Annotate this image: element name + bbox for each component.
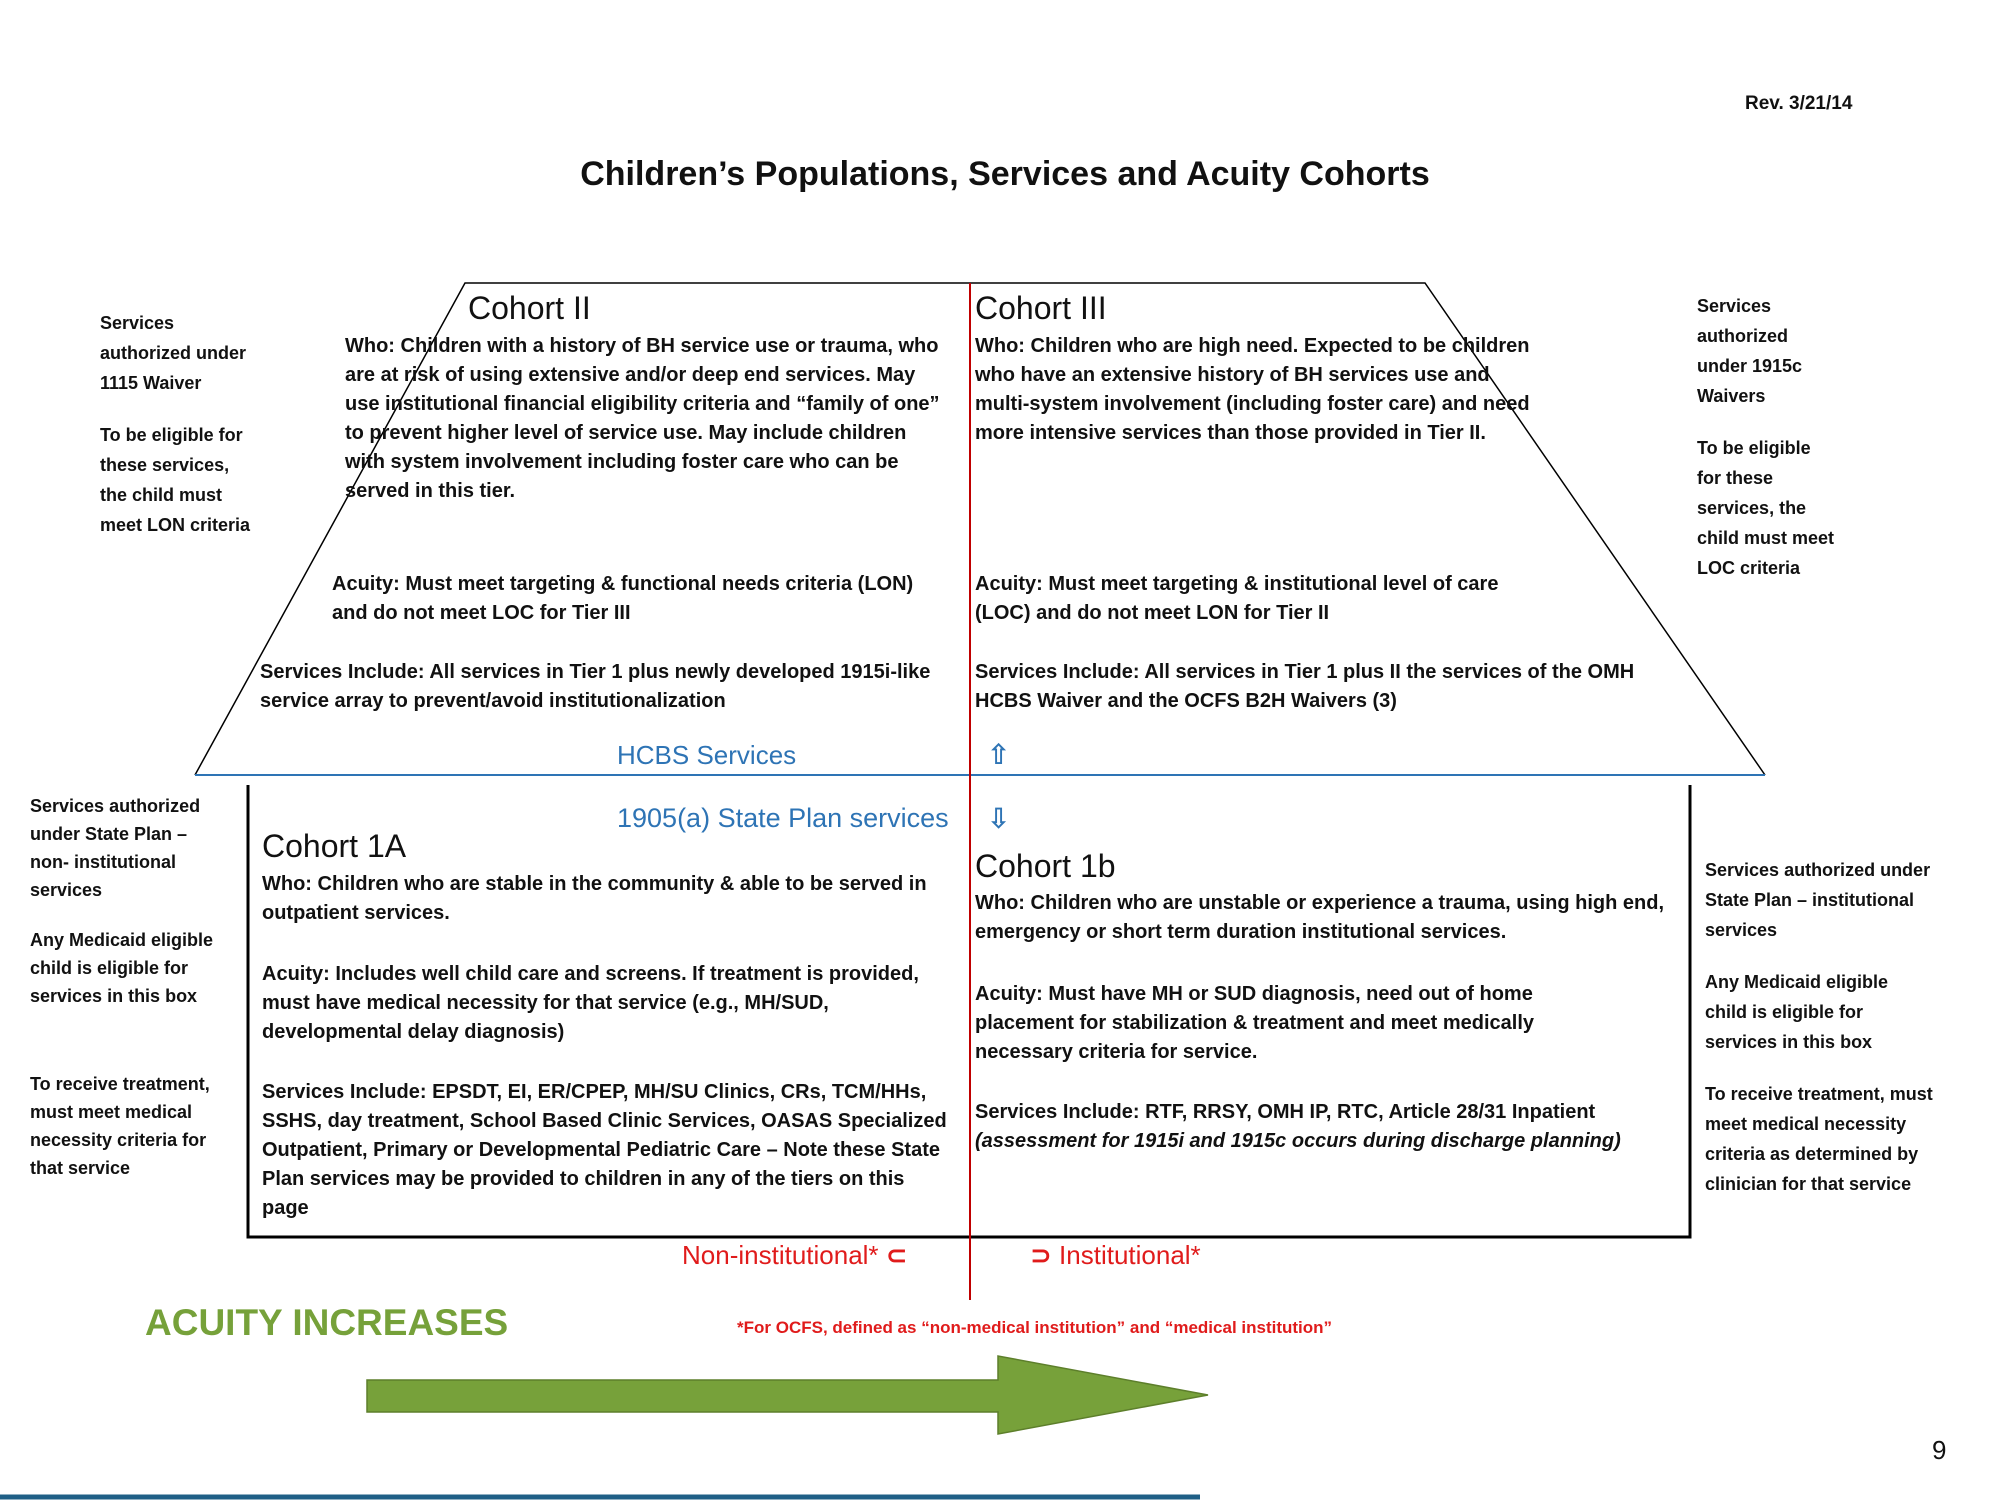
up-arrow-icon: ⇧	[987, 739, 1011, 770]
cohort1b-who	[975, 889, 1675, 947]
cohort2-title: Cohort II	[468, 290, 591, 326]
cohort3-services-text: All services in Tier 1 plus II the services of the OMH HCBS Waiver and the OCFS B2H Waivers (3)	[975, 661, 1635, 712]
cohort1a-title: Cohort 1A	[262, 828, 407, 864]
right-top-note-1: Services authorized under 1915c Waivers	[1697, 296, 1803, 406]
cohort3-services-label: Services Include:	[975, 661, 1140, 683]
non-institutional-text: Non-institutional*	[682, 1240, 879, 1270]
cohort2-services-label: Services Include:	[260, 661, 425, 683]
cohort3-acuity-label: Acuity:	[975, 573, 1043, 595]
left-bottom-note-3: To receive treatment, must meet medical necessity criteria for that service	[30, 1074, 210, 1178]
cohort1b-services	[975, 1098, 1680, 1156]
left-bottom-note-2: Any Medicaid eligible child is eligible for services in this box	[30, 930, 214, 1006]
left-top-note	[100, 308, 260, 562]
non-institutional-label	[682, 1240, 908, 1271]
left-bottom-note	[30, 792, 220, 1204]
cohort2-services-text: All services in Tier 1 plus newly developed 1915i-like service array to prevent/avoid institutionalization	[260, 661, 931, 712]
cohort2-who	[345, 332, 950, 506]
cohort2-acuity-text: Must meet targeting & functional needs criteria (LON) and do not meet LOC for Tier III	[332, 573, 914, 624]
right-bottom-note	[1705, 855, 1935, 1221]
cohort3-who-text: Children who are high need. Expected to be children who have an extensive history of BH services use and multi-system involvement (including foster care) and need more intensive services than those provided in Tier II.	[975, 335, 1530, 444]
right-bottom-note-3: To receive treatment, must meet medical necessity criteria as determined by clinician for that service	[1705, 1084, 1933, 1194]
curved-left-arrow-icon: ⊂	[885, 1240, 908, 1270]
cohort1a-services	[262, 1078, 952, 1223]
cohort3-services	[975, 658, 1645, 716]
cohort1a-services-text: EPSDT, EI, ER/CPEP, MH/SU Clinics, CRs, TCM/HHs, SSHS, day treatment, School Based Clinic Services, OASAS Specialized Outpatient, Primary or Developmental Pediatric Care – Note these State Plan services may be provided to children in any of the tiers on this page	[262, 1081, 947, 1219]
cohort1b-acuity	[975, 980, 1625, 1067]
cohort2-acuity-label: Acuity:	[332, 573, 400, 595]
cohort3-who	[975, 332, 1535, 448]
cohort2-who-label: Who:	[345, 335, 395, 357]
cohort1a-acuity	[262, 960, 942, 1047]
acuity-arrow	[367, 1356, 1208, 1434]
cohort2-who-text: Children with a history of BH service use or trauma, who are at risk of using extensive and/or deep end services. May use institutional financial eligibility criteria and “family of one” to prevent higher level of service use. May include children with system involvement including foster care who can be served in this tier.	[345, 335, 940, 502]
right-bottom-note-2: Any Medicaid eligible child is eligible for services in this box	[1705, 972, 1889, 1052]
cohort1a-acuity-text: Includes well child care and screens. If treatment is provided, must have medical necessity for that service (e.g., MH/SUD, developmental delay diagnosis)	[262, 963, 919, 1043]
cohort3-title: Cohort III	[975, 290, 1107, 326]
cohort1a-who-text: Children who are stable in the community & able to be served in outpatient services.	[262, 873, 927, 924]
left-bottom-note-1: Services authorized under State Plan – non- institutional services	[30, 796, 201, 900]
right-bottom-note-1: Services authorized under State Plan – institutional services	[1705, 860, 1931, 940]
cohort1b-services-text: RTF, RRSY, OMH IP, RTC, Article 28/31 Inpatient	[1145, 1101, 1596, 1123]
cohort1b-services-label: Services Include:	[975, 1101, 1140, 1123]
hcbs-services-label: HCBS Services	[617, 740, 797, 770]
cohort1a-who	[262, 870, 942, 928]
institutional-label	[1030, 1240, 1201, 1271]
cohort3-acuity	[975, 570, 1535, 628]
cohort2-services	[260, 658, 950, 716]
cohort1b-title: Cohort 1b	[975, 848, 1116, 884]
page-number: 9	[1932, 1435, 1947, 1465]
cohort3-who-label: Who:	[975, 335, 1025, 357]
footnote: *For OCFS, defined as “non-medical institution” and “medical institution”	[737, 1318, 1333, 1337]
state-plan-label: 1905(a) State Plan services	[617, 803, 949, 833]
right-top-note	[1697, 291, 1837, 605]
cohort1a-acuity-label: Acuity:	[262, 963, 330, 985]
left-top-note-2: To be eligible for these services, the child must meet LON criteria	[100, 425, 251, 535]
revision-date: Rev. 3/21/14	[1745, 93, 1853, 114]
cohort3-acuity-text: Must meet targeting & institutional level of care (LOC) and do not meet LON for Tier II	[975, 573, 1499, 624]
acuity-increases-label: ACUITY INCREASES	[145, 1302, 509, 1343]
cohort1a-who-label: Who:	[262, 873, 312, 895]
left-top-note-1: Services authorized under 1115 Waiver	[100, 313, 247, 393]
cohort1b-who-text: Children who are unstable or experience a trauma, using high end, emergency or short term duration institutional services.	[975, 892, 1665, 943]
cohort1b-acuity-text: Must have MH or SUD diagnosis, need out of home placement for stabilization & treatment and meet medically necessary criteria for service.	[975, 983, 1535, 1063]
cohort1b-acuity-label: Acuity:	[975, 983, 1043, 1005]
curved-right-arrow-icon: ⊃	[1030, 1240, 1052, 1270]
cohort1a-services-label: Services Include:	[262, 1081, 427, 1103]
right-top-note-2: To be eligible for these services, the child must meet LOC criteria	[1697, 438, 1835, 578]
page-title: Children’s Populations, Services and Acuity Cohorts	[580, 155, 1430, 193]
cohort2-acuity	[332, 570, 942, 628]
down-arrow-icon: ⇩	[987, 803, 1011, 834]
institutional-text: Institutional*	[1059, 1240, 1201, 1270]
cohort1b-services-note: (assessment for 1915i and 1915c occurs during discharge planning)	[975, 1130, 1621, 1152]
cohort1b-who-label: Who:	[975, 892, 1025, 914]
